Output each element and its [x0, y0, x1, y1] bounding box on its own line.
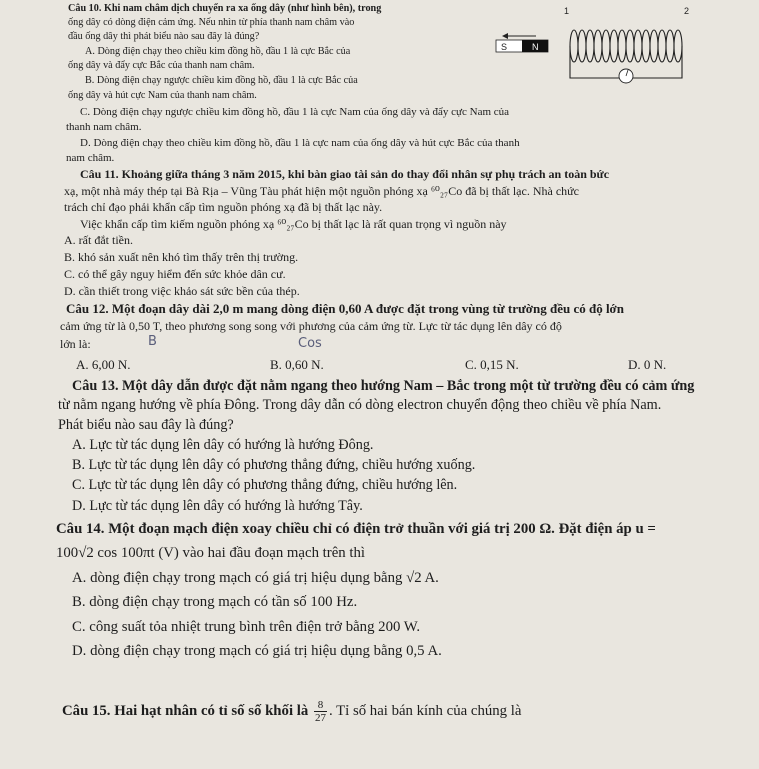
q15-line-1 [62, 699, 521, 724]
q12-line-2: cảm ứng từ là 0,50 T, theo phương song song với phương của cảm ứng từ. Lực từ tác dụng lên dây có độ [60, 319, 562, 333]
q10-option-c-1: C. Dòng điện chạy ngược chiều kim đồng hồ, đầu 1 là cực Nam của ống dây và đẩy cực Nam của [80, 106, 510, 118]
q14-option-a: A. dòng điện chạy trong mạch có giá trị hiệu dụng bằng √2 A. [72, 570, 439, 586]
q10-line-1 [68, 3, 381, 15]
coil-end-2-label: 2 [684, 6, 690, 16]
handwritten-cos: Cos [298, 336, 322, 351]
q14-line-2: 100√2 cos 100πt (V) vào hai đầu đoạn mạch trên thì [56, 545, 365, 561]
q11-text-1: Câu 11. Khoảng giữa tháng 3 năm 2015, khi bàn giao tài sản do thay đổi nhân sự phụ trách an toàn bức [80, 167, 610, 181]
q11-option-b: B. khó sản xuất nên khó tìm thấy trên thị trường. [64, 250, 299, 264]
q13-line-3: Phát biểu nào sau đây là đúng? [58, 417, 234, 433]
q14-line-1 [56, 521, 656, 538]
q13-option-b: B. Lực từ tác dụng lên dây có phương thẳng đứng, chiều hướng xuống. [72, 457, 476, 473]
q11-line-3: trách chỉ đạo phải khẩn cấp tìm nguồn phóng xạ đã bị thất lạc này. [64, 200, 383, 214]
q10-option-b-1: B. Dòng điện chạy ngược chiều kim đồng hồ, đầu 1 là cực Bắc của [85, 75, 358, 86]
q12-option-b: B. 0,60 N. [270, 357, 324, 372]
q11-option-d: D. cần thiết trong việc khảo sát sức bền của thép. [64, 284, 300, 298]
q10-option-a-2: ống dây và đẩy cực Bắc của thanh nam châm. [68, 60, 255, 71]
q14-text-1: Câu 14. Một đoạn mạch điện xoay chiều chỉ có điện trở thuần với giá trị 200 Ω. Đặt điện áp u = [56, 521, 656, 537]
q15-text: Câu 15. Hai hạt nhân có tỉ số số khối là [62, 702, 309, 719]
q11-option-c: C. có thể gây nguy hiểm đến sức khỏe dân cư. [64, 267, 286, 281]
q12-line-3: lớn là: [60, 337, 91, 351]
q10-text-1: Câu 10. Khi nam châm dịch chuyển ra xa ống dây (như hình bên), trong [68, 3, 382, 14]
q10-option-c-2: thanh nam châm. [66, 121, 142, 133]
q13-option-d: D. Lực từ tác dụng lên dây có hướng là hướng Tây. [72, 498, 363, 514]
magnet-s-label: S [501, 42, 508, 52]
q13-option-c: C. Lực từ tác dụng lên dây có phương thẳng đứng, chiều hướng lên. [72, 477, 458, 493]
q11-option-a: A. rất đắt tiền. [64, 233, 133, 247]
q10-option-b-2: ống dây và hút cực Nam của thanh nam châm. [68, 90, 257, 101]
q15-fraction-numerator: 8 [314, 699, 327, 712]
q12-text-1: Câu 12. Một đoạn dây dài 2,0 m mang dòng điện 0,60 A được đặt trong vùng từ trường đều có độ lớn [66, 301, 624, 316]
q11-line-1 [80, 168, 609, 182]
q13-option-a: A. Lực từ tác dụng lên dây có hướng là hướng Đông. [72, 437, 374, 453]
q14-option-c: C. công suất tỏa nhiệt trung bình trên điện trở bằng 200 W. [72, 619, 421, 635]
handwritten-b: B [148, 334, 157, 349]
q12-option-c: C. 0,15 N. [465, 357, 519, 372]
q13-line-2: từ nằm ngang hướng về phía Đông. Trong dây dẫn có dòng electron chuyển động theo chiều về phía Nam. [58, 397, 662, 413]
q11-line-4: Việc khẩn cấp tìm kiếm nguồn phóng xạ ⁶⁰₂₇Co bị thất lạc là rất quan trọng vì nguồn này [80, 217, 507, 231]
q12-line-1 [66, 302, 624, 317]
q12-option-a: A. 6,00 N. [76, 357, 131, 372]
q10-line-2: ống dây có dòng điện cảm ứng. Nếu nhìn từ phía thanh nam châm vào [68, 17, 355, 28]
q11-line-2: xạ, một nhà máy thép tại Bà Rịa – Vũng Tàu phát hiện một nguồn phóng xạ ⁶⁰₂₇Co đã bị thất lạc. Nhà chức [64, 184, 579, 198]
q14-option-d: D. dòng điện chạy trong mạch có giá trị hiệu dụng bằng 0,5 A. [72, 643, 442, 659]
q10-option-a-1: A. Dòng điện chạy theo chiều kim đồng hồ, đầu 1 là cực Bắc của [85, 46, 351, 57]
q15-fraction [314, 699, 327, 724]
coil-end-1-label: 1 [564, 6, 570, 16]
q15-text-end: . Tỉ số hai bán kính của chúng là [328, 702, 522, 719]
magnet-coil-figure [488, 4, 698, 84]
q10-line-3: đầu ống dây thì phát biểu nào sau đây là đúng? [68, 31, 260, 42]
q13-text-1: Câu 13. Một dây dẫn được đặt nằm ngang theo hướng Nam – Bắc trong một từ trường đều có cảm ứng [72, 378, 695, 394]
q15-fraction-denominator: 27 [314, 712, 326, 725]
q13-line-1 [72, 378, 694, 394]
q12-option-d: D. 0 N. [628, 357, 667, 372]
q14-option-b: B. dòng điện chạy trong mạch có tần số 100 Hz. [72, 594, 358, 610]
q10-option-d-2: nam châm. [66, 152, 115, 164]
q10-option-d-1: D. Dòng điện chạy theo chiều kim đồng hồ, đầu 1 là cực nam của ống dây và hút cực Bắc của thanh [80, 137, 520, 149]
magnet-n-label: N [532, 42, 539, 52]
